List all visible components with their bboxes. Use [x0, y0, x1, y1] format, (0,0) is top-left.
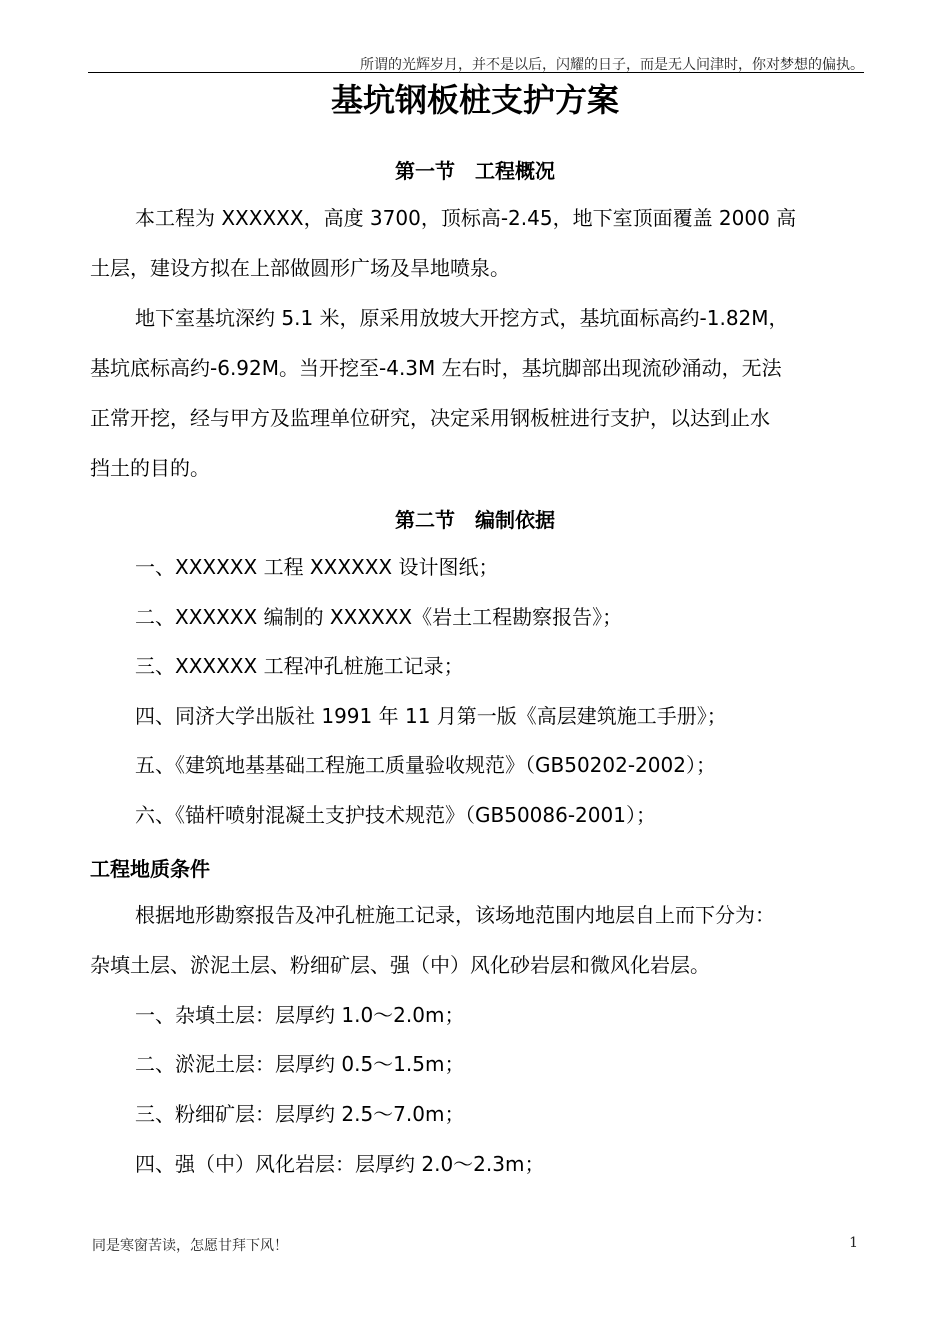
list-item: 二、XXXXXX 编制的 XXXXXX《岩土工程勘察报告》；: [135, 605, 623, 629]
header-quote: 所谓的光辉岁月，并不是以后，闪耀的日子，而是无人问津时，你对梦想的偏执。: [360, 57, 864, 73]
list-item: 一、杂填土层：层厚约 1.0～2.0m；: [135, 1003, 465, 1027]
paragraph-line: 地下室基坑深约 5.1 米，原采用放坡大开挖方式，基坑面标高约-1.82M，: [135, 306, 789, 330]
paragraph-line: 基坑底标高约-6.92M。当开挖至-4.3M 左右时，基坑脚部出现流砂涌动，无法: [90, 356, 782, 380]
list-item: 五、《建筑地基基础工程施工质量验收规范》（GB50202-2002）；: [135, 753, 716, 777]
paragraph-line: 杂填土层、淤泥土层、粉细矿层、强（中）风化砂岩层和微风化岩层。: [90, 953, 710, 977]
page-number: 1: [849, 1235, 858, 1251]
list-item: 一、XXXXXX 工程 XXXXXX 设计图纸；: [135, 555, 499, 579]
geology-heading: 工程地质条件: [90, 857, 210, 881]
paragraph-line: 正常开挖，经与甲方及监理单位研究，决定采用钢板桩进行支护，以达到止水: [90, 406, 770, 430]
paragraph-line: 挡土的目的。: [90, 456, 210, 480]
list-item: 四、强（中）风化岩层：层厚约 2.0～2.3m；: [135, 1152, 545, 1176]
paragraph-line: 根据地形勘察报告及冲孔桩施工记录，该场地范围内地层自上而下分为：: [135, 903, 775, 927]
list-item: 三、XXXXXX 工程冲孔桩施工记录；: [135, 654, 464, 678]
document-title: 基坑钢板桩支护方案: [330, 81, 619, 119]
paragraph-line: 本工程为 XXXXXX，高度 3700，顶标高-2.45，地下室顶面覆盖 2000 高: [135, 206, 797, 230]
list-item: 二、淤泥土层：层厚约 0.5～1.5m；: [135, 1052, 465, 1076]
paragraph-line: 土层，建设方拟在上部做圆形广场及旱地喷泉。: [90, 256, 510, 280]
section-heading-basis: 第二节 编制依据: [395, 508, 555, 532]
list-item: 三、粉细矿层：层厚约 2.5～7.0m；: [135, 1102, 465, 1126]
list-item: 六、《锚杆喷射混凝土支护技术规范》（GB50086-2001）；: [135, 803, 656, 827]
section-heading-overview: 第一节 工程概况: [395, 159, 555, 183]
list-item: 四、同济大学出版社 1991 年 11 月第一版《高层建筑施工手册》；: [135, 704, 727, 728]
header-divider: [88, 72, 864, 73]
footer-quote: 同是寒窗苦读，怎愿甘拜下风！: [92, 1238, 288, 1254]
